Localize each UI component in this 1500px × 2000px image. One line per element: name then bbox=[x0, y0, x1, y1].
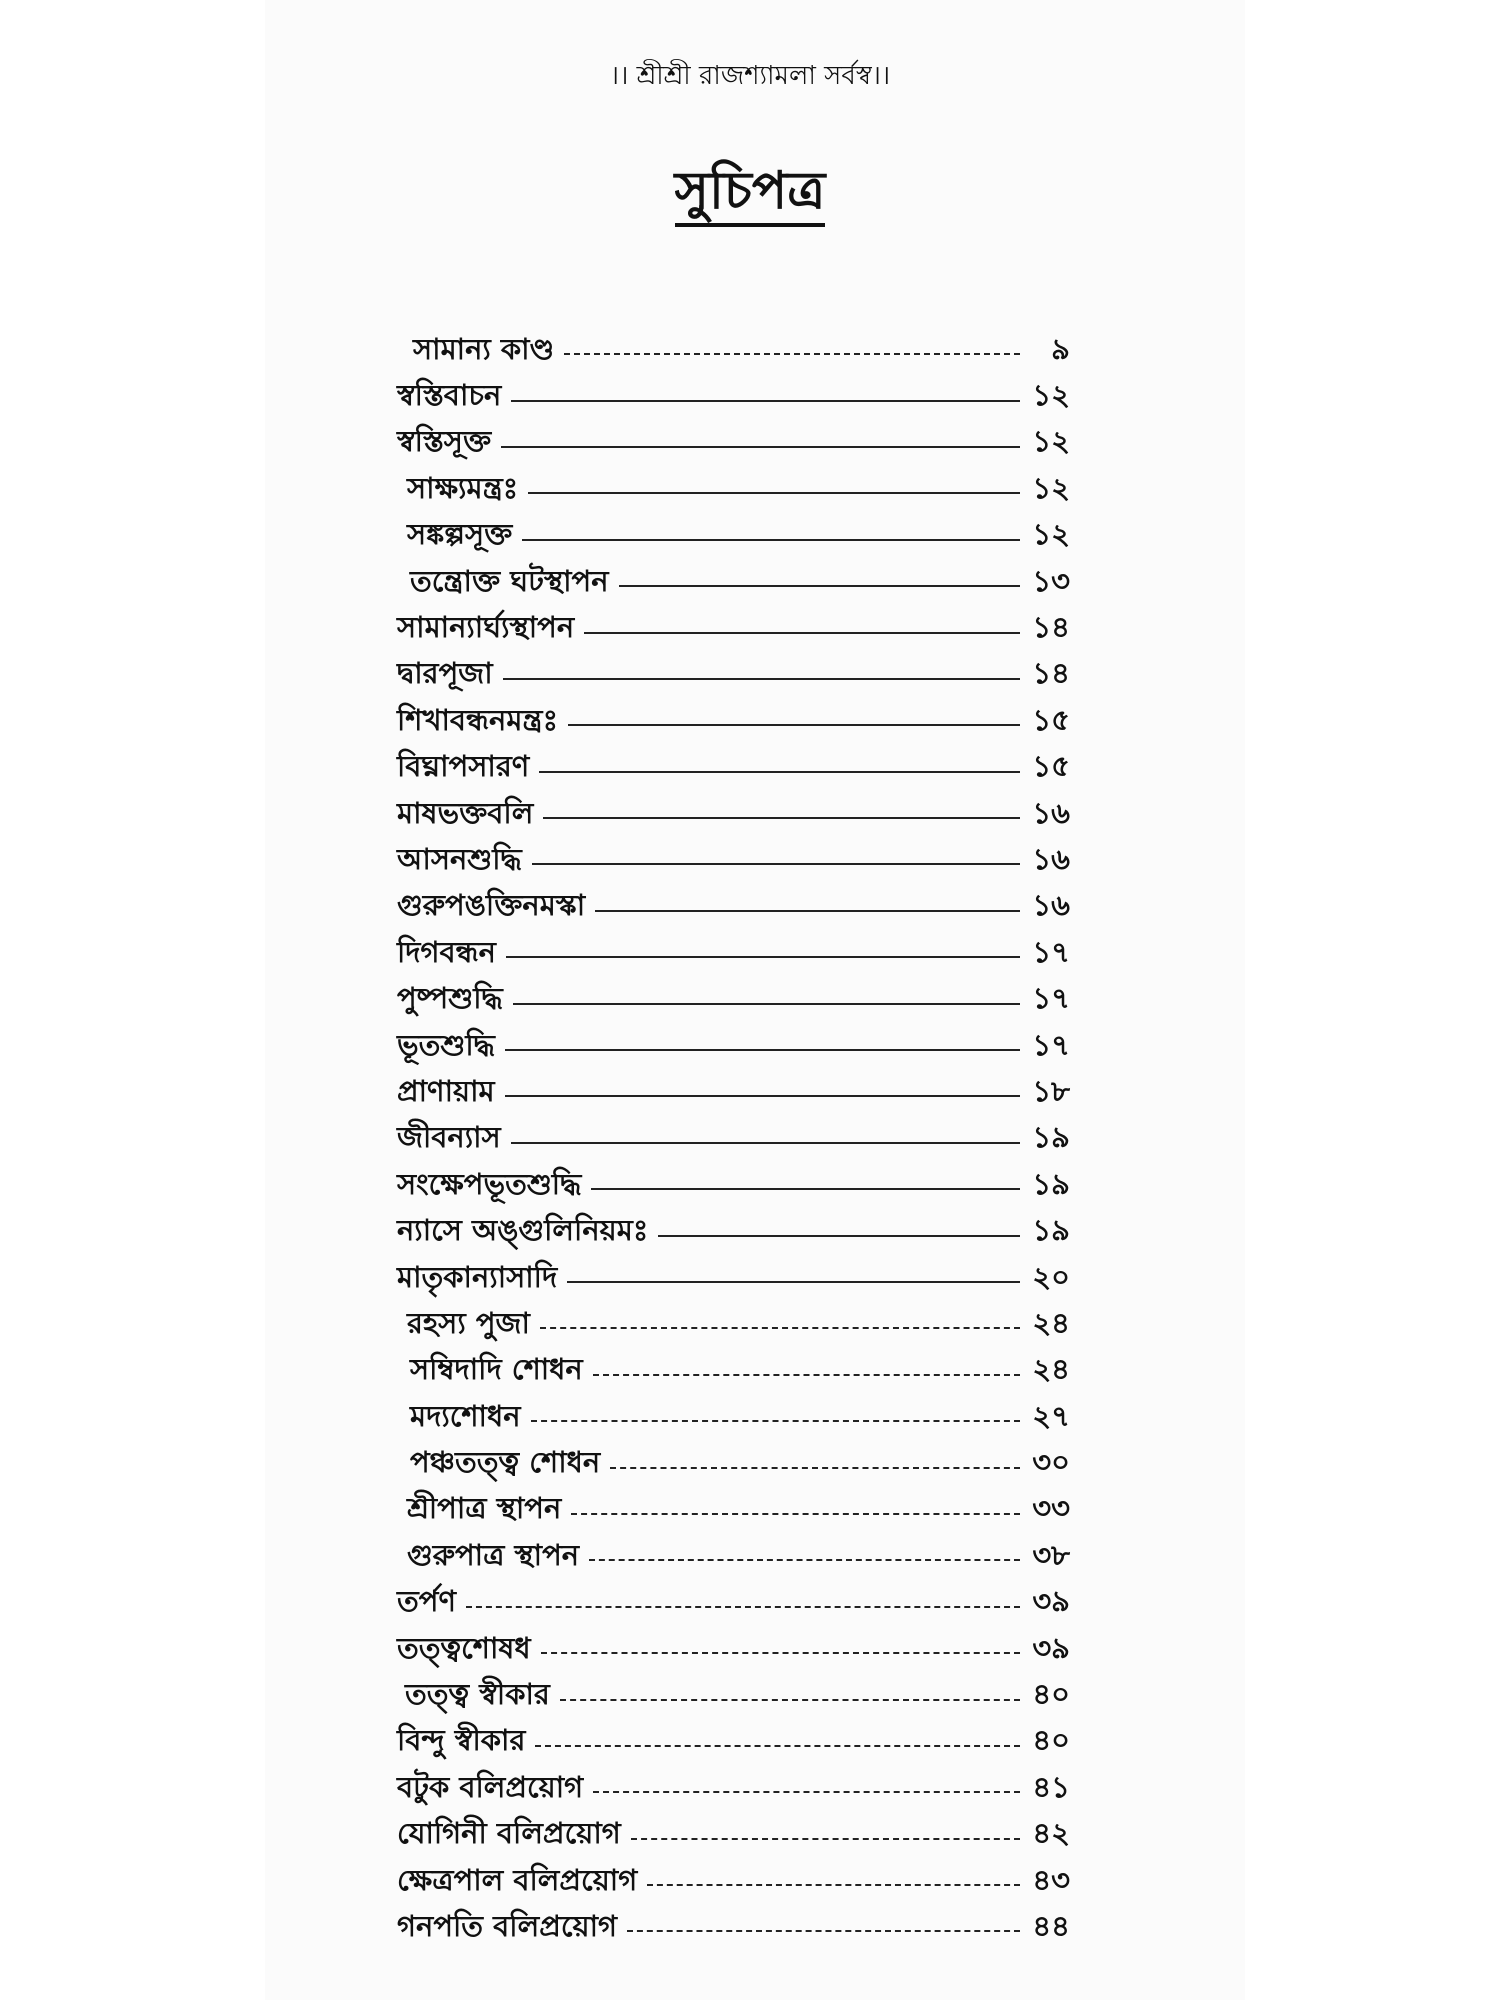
toc-entry bbox=[397, 1209, 1070, 1255]
table-of-contents bbox=[397, 328, 1070, 1952]
toc-leader-line bbox=[513, 1003, 1020, 1005]
toc-entry-title: বিন্দু স্বীকার bbox=[397, 1723, 526, 1758]
toc-entry-title: দিগবন্ধন bbox=[397, 934, 496, 969]
toc-entry bbox=[397, 1441, 1070, 1487]
toc-entry bbox=[397, 1024, 1070, 1070]
toc-entry-page-number: ১৯ bbox=[1032, 1166, 1070, 1201]
toc-entry bbox=[397, 606, 1070, 652]
toc-leader-line bbox=[539, 771, 1020, 773]
toc-entry-title: সংক্ষেপভূতশুদ্ধি bbox=[397, 1166, 582, 1201]
toc-entry-title: আসনশুদ্ধি bbox=[397, 842, 522, 876]
toc-entry-title: সঙ্কল্পসূক্ত bbox=[407, 517, 513, 552]
toc-entry-page-number: ১৭ bbox=[1032, 1027, 1070, 1062]
toc-entry-page-number: ২৭ bbox=[1032, 1398, 1070, 1433]
toc-leader-line bbox=[619, 585, 1020, 587]
toc-entry bbox=[397, 328, 1070, 374]
toc-entry bbox=[397, 1488, 1070, 1534]
toc-entry-title: স্বস্তিবাচন bbox=[397, 378, 502, 413]
toc-leader-line bbox=[503, 678, 1020, 680]
toc-entry-title: তত্ত্ব স্বীকার bbox=[405, 1677, 550, 1712]
toc-entry-title: মাতৃকান্যাসাদি bbox=[397, 1259, 558, 1294]
toc-entry-page-number: ১২ bbox=[1032, 424, 1070, 459]
toc-entry-page-number: ৯ bbox=[1051, 331, 1070, 366]
toc-entry-page-number: ৩৯ bbox=[1032, 1630, 1070, 1665]
toc-entry bbox=[397, 746, 1070, 792]
toc-entry-title: ন্যাসে অঙ্গুলিনিয়মঃ bbox=[397, 1213, 649, 1248]
toc-leader-line bbox=[506, 956, 1020, 958]
toc-entry-page-number: ১৫ bbox=[1032, 702, 1070, 737]
toc-entry-page-number: ৪৩ bbox=[1032, 1862, 1070, 1897]
toc-entry-title: জীবন্যাস bbox=[397, 1120, 501, 1155]
toc-entry-title: দ্বারপূজা bbox=[397, 656, 493, 691]
toc-entry-page-number: ১৭ bbox=[1032, 981, 1070, 1016]
toc-entry-title: বটুক বলিপ্রয়োগ bbox=[397, 1769, 584, 1804]
toc-leader-line bbox=[531, 1420, 1020, 1422]
toc-entry-title: সামান্য কাণ্ড bbox=[413, 331, 555, 366]
toc-entry bbox=[397, 977, 1070, 1023]
toc-entry-page-number: ৪২ bbox=[1032, 1816, 1070, 1851]
toc-entry bbox=[397, 1395, 1070, 1441]
toc-entry bbox=[397, 792, 1070, 838]
toc-leader-line bbox=[595, 910, 1020, 912]
toc-entry-page-number: ২০ bbox=[1032, 1259, 1070, 1294]
toc-entry-title: পঞ্চতত্ত্ব শোধন bbox=[410, 1445, 601, 1480]
toc-entry-title: তর্পণ bbox=[397, 1584, 456, 1619]
toc-entry-title: ক্ষেত্রপাল বলিপ্রয়োগ bbox=[397, 1862, 638, 1897]
toc-entry-page-number: ৩৯ bbox=[1032, 1584, 1070, 1619]
toc-entry bbox=[397, 1117, 1070, 1163]
toc-entry-page-number: ৪৪ bbox=[1032, 1908, 1070, 1943]
toc-entry-title: গুরুপঙক্তিনমস্কা bbox=[397, 888, 586, 923]
toc-leader-line bbox=[567, 1281, 1020, 1283]
toc-entry-page-number: ৪১ bbox=[1032, 1769, 1070, 1804]
toc-entry-page-number: ১৮ bbox=[1032, 1073, 1070, 1108]
toc-entry-title: সাক্ষ্যমন্ত্রঃ bbox=[407, 470, 519, 505]
toc-entry bbox=[397, 1905, 1070, 1951]
toc-entry-page-number: ১৩ bbox=[1032, 563, 1070, 598]
toc-entry bbox=[397, 699, 1070, 745]
toc-leader-line bbox=[532, 863, 1020, 865]
toc-entry bbox=[397, 1720, 1070, 1766]
toc-leader-line bbox=[571, 1513, 1020, 1515]
toc-leader-line bbox=[528, 492, 1020, 494]
toc-entry bbox=[397, 1766, 1070, 1812]
toc-entry-title: শ্রীপাত্র স্থাপন bbox=[407, 1491, 562, 1526]
toc-leader-line bbox=[568, 724, 1020, 726]
toc-leader-line bbox=[511, 1142, 1020, 1144]
toc-leader-line bbox=[627, 1930, 1020, 1932]
toc-entry bbox=[397, 1256, 1070, 1302]
toc-entry bbox=[397, 467, 1070, 513]
toc-leader-line bbox=[631, 1838, 1020, 1840]
page-title bbox=[0, 158, 1500, 224]
toc-leader-line bbox=[593, 1374, 1020, 1376]
toc-entry-title: পুষ্পশুদ্ধি bbox=[397, 981, 503, 1016]
toc-entry bbox=[397, 653, 1070, 699]
toc-entry-page-number: ১২ bbox=[1032, 517, 1070, 552]
toc-entry bbox=[397, 1070, 1070, 1116]
toc-entry-title: সম্বিদাদি শোধন bbox=[410, 1352, 583, 1387]
toc-leader-line bbox=[466, 1606, 1020, 1608]
toc-leader-line bbox=[584, 632, 1020, 634]
toc-entry bbox=[397, 560, 1070, 606]
running-header: ।। শ্রীশ্রী রাজশ্যামলা সর্বস্ব।। bbox=[609, 61, 891, 91]
toc-leader-line bbox=[505, 1095, 1020, 1097]
toc-entry-title: সামান্যার্ঘ্যস্থাপন bbox=[397, 610, 575, 645]
toc-entry-title: তত্ত্বশোষধ bbox=[397, 1630, 531, 1665]
toc-leader-line bbox=[591, 1188, 1020, 1190]
toc-entry bbox=[397, 885, 1070, 931]
toc-leader-line bbox=[535, 1745, 1020, 1747]
toc-entry-page-number: ১২ bbox=[1032, 378, 1070, 413]
toc-entry-page-number: ১৬ bbox=[1032, 842, 1070, 876]
toc-entry bbox=[397, 1581, 1070, 1627]
toc-entry-title: প্রাণায়াম bbox=[397, 1073, 495, 1108]
toc-entry bbox=[397, 1163, 1070, 1209]
toc-entry-page-number: ২৪ bbox=[1032, 1305, 1070, 1340]
toc-entry-title: যোগিনী বলিপ্রয়োগ bbox=[397, 1816, 621, 1851]
toc-entry bbox=[397, 514, 1070, 560]
toc-entry bbox=[397, 1534, 1070, 1580]
toc-leader-line bbox=[593, 1791, 1020, 1793]
toc-entry bbox=[397, 1673, 1070, 1719]
toc-leader-line bbox=[560, 1699, 1020, 1701]
toc-entry-page-number: ১৭ bbox=[1032, 934, 1070, 969]
toc-entry bbox=[397, 1302, 1070, 1348]
toc-entry-title: মাষভক্তবলি bbox=[397, 795, 534, 830]
toc-leader-line bbox=[505, 1049, 1020, 1051]
toc-leader-line bbox=[543, 817, 1020, 819]
toc-entry-page-number: ১২ bbox=[1032, 470, 1070, 505]
toc-entry-title: তন্ত্রোক্ত ঘটস্থাপন bbox=[410, 563, 609, 598]
toc-entry-page-number: ১৫ bbox=[1032, 749, 1070, 784]
toc-leader-line bbox=[658, 1235, 1020, 1237]
toc-leader-line bbox=[610, 1467, 1020, 1469]
toc-entry-page-number: ৩৩ bbox=[1032, 1491, 1070, 1526]
toc-entry-page-number: ৪০ bbox=[1032, 1723, 1070, 1758]
toc-entry-page-number: ৪০ bbox=[1032, 1677, 1070, 1712]
toc-entry bbox=[397, 421, 1070, 467]
toc-leader-line bbox=[501, 446, 1020, 448]
toc-entry bbox=[397, 1813, 1070, 1859]
toc-leader-line bbox=[589, 1559, 1020, 1561]
toc-leader-line bbox=[541, 1652, 1020, 1654]
toc-leader-line bbox=[511, 400, 1020, 402]
page-title-text: সুচিপত্র bbox=[675, 161, 826, 227]
toc-entry-title: রহস্য পুজা bbox=[407, 1305, 530, 1340]
toc-entry-page-number: ১৬ bbox=[1032, 888, 1070, 923]
toc-entry-page-number: ৩০ bbox=[1032, 1445, 1070, 1480]
toc-entry-title: মদ্যশোধন bbox=[410, 1398, 521, 1433]
toc-entry bbox=[397, 838, 1070, 884]
toc-entry-title: গনপতি বলিপ্রয়োগ bbox=[397, 1908, 617, 1943]
toc-entry-page-number: ১৪ bbox=[1032, 610, 1070, 645]
toc-entry bbox=[397, 931, 1070, 977]
toc-entry-title: বিঘ্নাপসারণ bbox=[397, 749, 530, 784]
toc-entry-page-number: ১৪ bbox=[1032, 656, 1070, 691]
toc-entry bbox=[397, 374, 1070, 420]
toc-entry bbox=[397, 1627, 1070, 1673]
toc-entry-page-number: ১৯ bbox=[1032, 1120, 1070, 1155]
toc-entry-title: শিখাবন্ধনমন্ত্রঃ bbox=[397, 702, 559, 737]
toc-leader-line bbox=[647, 1884, 1020, 1886]
toc-entry-page-number: ১৬ bbox=[1032, 795, 1070, 830]
toc-entry-page-number: ২৪ bbox=[1032, 1352, 1070, 1387]
toc-leader-line bbox=[540, 1327, 1020, 1329]
toc-entry-page-number: ১৯ bbox=[1032, 1213, 1070, 1248]
toc-entry bbox=[397, 1859, 1070, 1905]
toc-entry-title: স্বস্তিসূক্ত bbox=[397, 424, 492, 459]
toc-entry bbox=[397, 1349, 1070, 1395]
toc-entry-title: ভূতশুদ্ধি bbox=[397, 1027, 495, 1062]
toc-leader-line bbox=[564, 353, 1020, 355]
toc-entry-page-number: ৩৮ bbox=[1032, 1537, 1070, 1572]
toc-entry-title: গুরুপাত্র স্থাপন bbox=[407, 1537, 580, 1572]
toc-leader-line bbox=[522, 539, 1020, 541]
